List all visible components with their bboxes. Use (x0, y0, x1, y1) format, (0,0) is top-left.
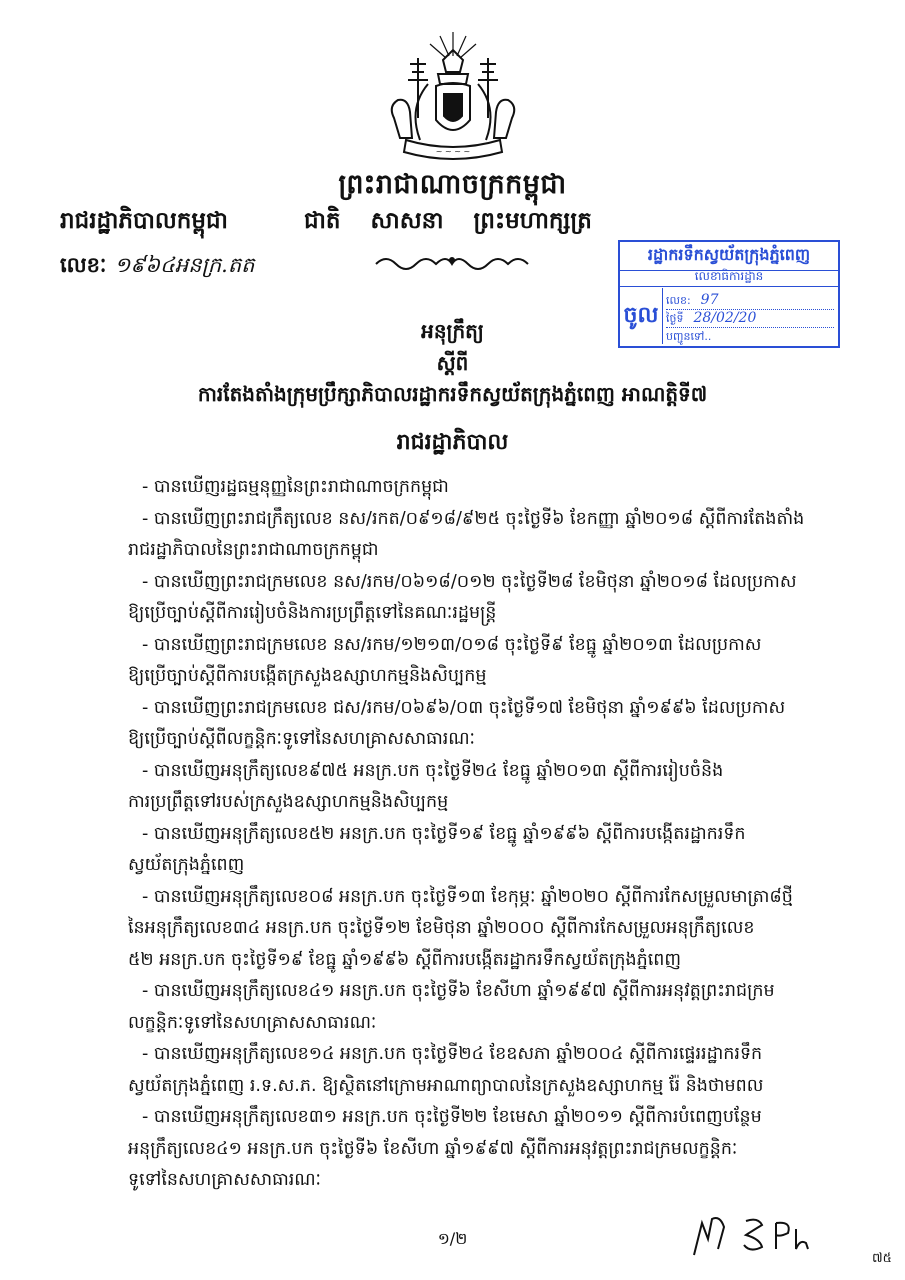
stamp-title: រដ្ឋាករទឹកស្វយ័តក្រុងភ្នំពេញ (620, 244, 838, 271)
list-item-continuation-line: ស្វយ័តក្រុងភ្នំពេញ (128, 855, 245, 875)
list-item-continuation-line: ស្វយ័តក្រុងភ្នំពេញ រ.ទ.ស.ភ. ឱ្យស្ថិតនៅក្រោមអាណាព្យាបាលនៃក្រសួងឧស្សាហកម្ម រ៉ែ និងថាមពល (128, 1075, 764, 1096)
kingdom-title: ព្រះរាជាណាចក្រកម្ពុជា (338, 169, 567, 200)
list-item-continuation-line: ឱ្យប្រើច្បាប់ស្តីពីការបង្កើតក្រសួងឧស្សាហកម្មនិងសិប្បកម្ម (128, 666, 487, 686)
list-item-continuation-line: រាជរដ្ឋាភិបាលនៃព្រះរាជាណាចក្រកម្ពុជា (128, 540, 379, 560)
about-label: ស្តីពី (436, 351, 469, 375)
reference-list (128, 472, 828, 1197)
stamp-row-label: លេខ: (666, 294, 691, 307)
list-item (128, 756, 828, 819)
document-type-title: អនុក្រឹត្យ (421, 319, 484, 343)
motto-word-religion: សាសនា (370, 208, 444, 234)
page-number: ១/២ (437, 1229, 468, 1248)
list-item-continuation-line: ឱ្យប្រើច្បាប់ស្តីពីការរៀបចំនិងការប្រព្រឹត្តទៅនៃគណៈរដ្ឋមន្ត្រី (128, 603, 497, 623)
list-item-continuation-line: ទូទៅនៃសហគ្រាសសាធារណៈ (128, 1170, 321, 1190)
list-item (128, 1039, 828, 1102)
list-item (128, 976, 828, 1039)
list-item-first-line: - បានឃើញរដ្ឋធម្មនុញ្ញនៃព្រះរាជាណាចក្រកម្ពុជា (142, 477, 449, 497)
list-item-first-line: - បានឃើញព្រះរាជក្រមលេខ ជស/រកម/០៦៩៦/០៣ ចុះថ្ងៃទី១៧ ខែមិថុនា ឆ្នាំ១៩៩៦ ដែលប្រកាស (142, 697, 786, 718)
list-item-continuation-line: ការប្រព្រឹត្តទៅរបស់ក្រសួងឧស្សាហកម្មនិងសិប្បកម្ម (128, 792, 449, 812)
stamp-row-label: បញ្ជូនទៅ.. (666, 330, 712, 343)
stamp-row-value: 97 (700, 292, 719, 308)
document-number-value: ១៩៦៤អនក្រ.តត (114, 253, 255, 277)
list-item-first-line: - បានឃើញព្រះរាជក្រមលេខ នស/រកម/០៦១៨/០១២ ចុះថ្ងៃទី២៨ ខែមិថុនា ឆ្នាំ២០១៨ ដែលប្រកាស (142, 571, 797, 592)
list-item-first-line: - បានឃើញអនុក្រឹត្យលេខ៩៧៥ អនក្រ.បក ចុះថ្ងៃទី២៤ ខែធ្នូ ឆ្នាំ២០១៣ ស្តីពីការរៀបចំនិង (142, 760, 724, 781)
list-item (128, 472, 828, 504)
subject-title: ការតែងតាំងក្រុមប្រឹក្សាភិបាលរដ្ឋាករទឹកស្វយ័តក្រុងភ្នំពេញ អាណត្តិទី៧ (197, 382, 708, 406)
list-item-continuation-line: ឱ្យប្រើច្បាប់ស្តីពីលក្ខន្តិកៈទូទៅនៃសហគ្រាសសាធារណៈ (128, 729, 476, 749)
list-item (128, 504, 828, 567)
list-item-first-line: - បានឃើញព្រះរាជក្រមលេខ នស/រកម/១២១៣/០១៨ ចុះថ្ងៃទី៩ ខែធ្នូ ឆ្នាំ២០១៣ ដែលប្រកាស (142, 634, 762, 655)
national-motto (304, 207, 614, 240)
issuer-title: រាជរដ្ឋាភិបាល (396, 430, 509, 455)
corner-initial: ៧៥ (872, 1251, 892, 1266)
stamp-row-label: ថ្ងៃទី (666, 312, 684, 325)
list-item-first-line: - បានឃើញអនុក្រឹត្យលេខ៥២ អនក្រ.បក ចុះថ្ងៃទី១៩ ខែធ្នូ ឆ្នាំ១៩៩៦ ស្តីពីការបង្កើតរដ្ឋាករទឹក (142, 823, 746, 844)
stamp-row-value: 28/02/20 (693, 310, 757, 326)
list-item-first-line: - បានឃើញអនុក្រឹត្យលេខ១៤ អនក្រ.បក ចុះថ្ងៃទី២៤ ខែឧសភា ឆ្នាំ២០០៤ ស្តីពីការផ្ទេររដ្ឋាករទឹក (142, 1044, 763, 1064)
list-item (128, 630, 828, 693)
decorative-divider-icon (372, 250, 532, 274)
list-item-continuation-line: នៃអនុក្រឹត្យលេខ៣៤ អនក្រ.បក ចុះថ្ងៃទី១២ ខែមិថុនា ឆ្នាំ២០០០ ស្តីពីការកែសម្រួលអនុក្រឹត្យលេខ (128, 918, 755, 938)
government-name: រាជរដ្ឋាភិបាលកម្ពុជា (60, 208, 228, 234)
list-item-continuation-line: ៥២ អនក្រ.បក ចុះថ្ងៃទី១៩ ខែធ្នូ ឆ្នាំ១៩៩៦ ស្តីពីការបង្កើតរដ្ឋាករទឹកស្វយ័តក្រុងភ្នំពេញ (128, 949, 682, 970)
list-item (128, 1102, 828, 1197)
list-item-first-line: - បានឃើញអនុក្រឹត្យលេខ៤១ អនក្រ.បក ចុះថ្ងៃទី៦ ខែសីហា ឆ្នាំ១៩៩៧ ស្តីពីការអនុវត្តព្រះរាជក្រម (142, 981, 775, 1001)
list-item-continuation-line: លក្ខន្តិកៈទូទៅនៃសហគ្រាសសាធារណៈ (128, 1012, 377, 1033)
motto-word-king: ព្រះមហាក្សត្រ (473, 208, 592, 234)
list-item (128, 819, 828, 882)
document-number (60, 252, 255, 283)
stamp-row-number (666, 292, 834, 310)
list-item-first-line: - បានឃើញអនុក្រឹត្យលេខ៣១ អនក្រ.បក ចុះថ្ងៃទី២២ ខែមេសា ឆ្នាំ២០១១ ស្តីពីការបំពេញបន្ថែម (142, 1107, 762, 1127)
stamp-incoming-label: ចូល (620, 288, 663, 344)
list-item (128, 567, 828, 630)
document-number-label: លេខៈ (60, 253, 107, 277)
svg-text:~ ~ ~ ~: ~ ~ ~ ~ (435, 147, 471, 156)
list-item-first-line: - បានឃើញព្រះរាជក្រឹត្យលេខ នស/រកត/០៩១៨/៩២៥ ចុះថ្ងៃទី៦ ខែកញ្ញា ឆ្នាំ២០១៨ ស្តីពីការតែងតាំង (142, 508, 805, 529)
list-item (128, 693, 828, 756)
list-item (128, 882, 828, 977)
royal-emblem-icon (378, 28, 528, 168)
motto-word-nation: ជាតិ (304, 208, 341, 234)
list-item-first-line: - បានឃើញអនុក្រឹត្យលេខ០៨ អនក្រ.បក ចុះថ្ងៃទី១៣ ខែកុម្ភៈ ឆ្នាំ២០២០ ស្តីពីការកែសម្រួលមាត្រា៨ថ្មី (142, 886, 793, 907)
list-item-continuation-line: អនុក្រឹត្យលេខ៤១ អនក្រ.បក ចុះថ្ងៃទី៦ ខែសីហា ឆ្នាំ១៩៩៧ ស្តីពីការអនុវត្តព្រះរាជក្រមលក្ខន្តិកៈ (128, 1138, 738, 1159)
stamp-subtitle: លេខាធិការដ្ឋាន (620, 268, 838, 287)
